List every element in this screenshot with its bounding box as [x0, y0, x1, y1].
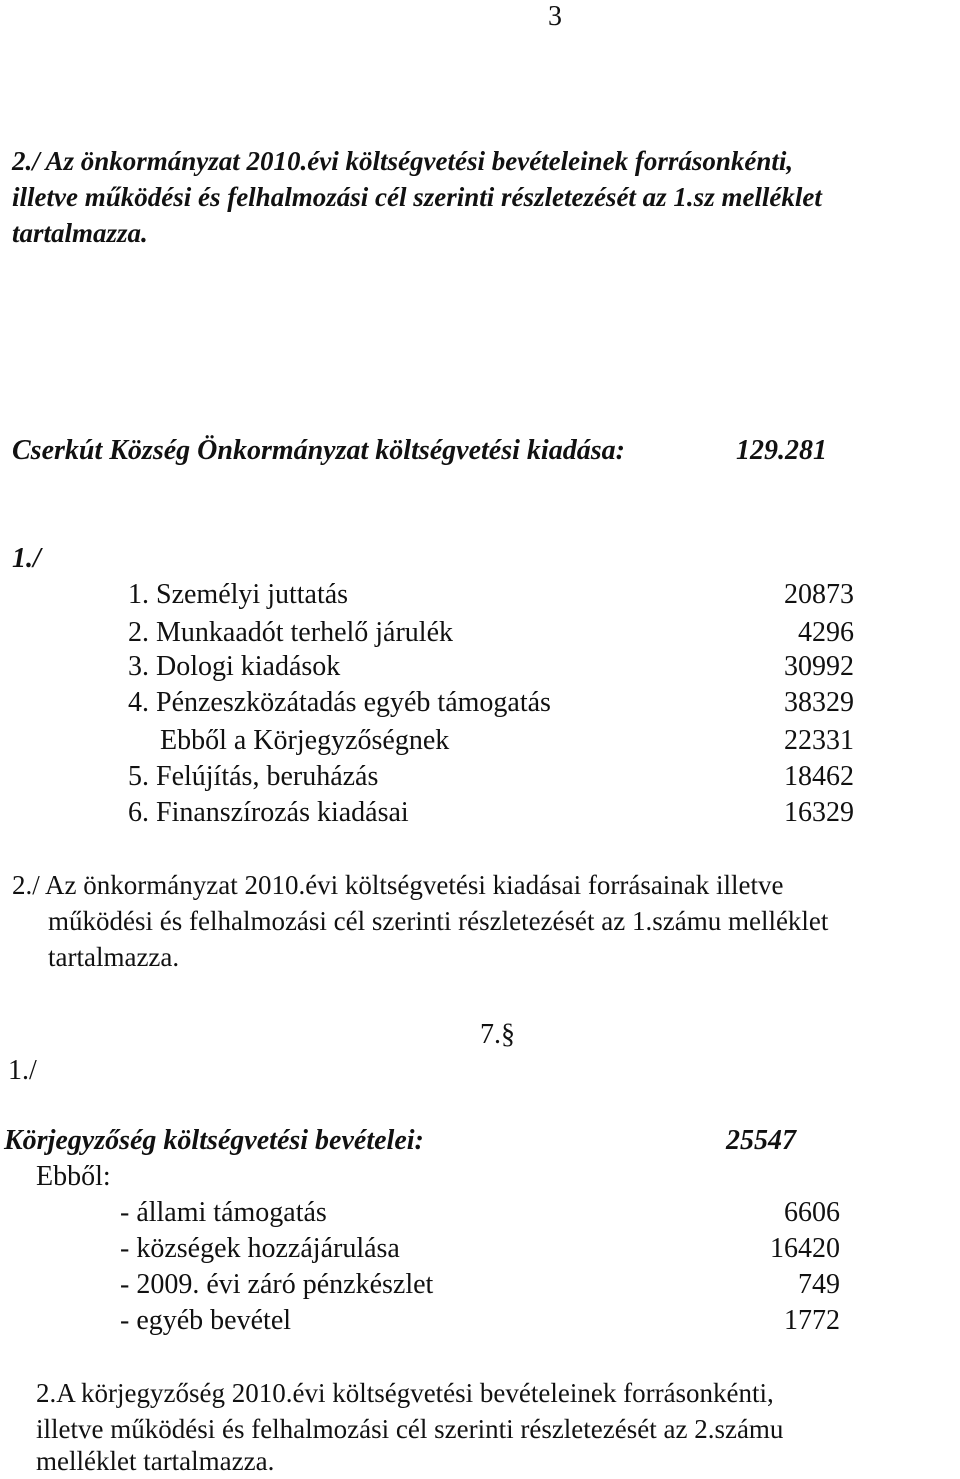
intro-line-2: illetve működési és felhalmozási cél szerinti részletezését az 1.sz melléklet: [12, 182, 822, 212]
revenue-note-line-2: illetve működési és felhalmozási cél szerinti részletezését az 2.számu: [36, 1414, 784, 1444]
revenue-title: Körjegyzőség költségvetési bevételei:: [4, 1125, 424, 1156]
page-number: 3: [548, 1, 562, 32]
expenditure-item-label: 5. Felújítás, beruházás: [128, 761, 379, 792]
expenditure-subitem-label: Ebből a Körjegyzőségnek: [160, 725, 450, 756]
revenue-item-value: 16420: [770, 1233, 840, 1264]
expenditure-item-value: 30992: [784, 651, 854, 682]
section-symbol: §: [501, 1019, 515, 1050]
revenue-item-label: - egyéb bevétel: [120, 1305, 292, 1336]
revenue-note-line-3: melléklet tartalmazza.: [36, 1446, 275, 1476]
expenditure-note-line-3: tartalmazza.: [48, 942, 180, 972]
expenditure-note-line-1: 2./ Az önkormányzat 2010.évi költségvetési kiadásai forrásainak illetve: [12, 870, 784, 900]
expenditure-item-value: 20873: [784, 579, 854, 610]
revenue-note-line-1: 2.A körjegyzőség 2010.évi költségvetési bevételeinek forrásonkénti,: [36, 1378, 774, 1408]
expenditure-item-label: 4. Pénzeszközátadás egyéb támogatás: [128, 687, 551, 718]
revenue-item-label: - 2009. évi záró pénzkészlet: [120, 1269, 434, 1300]
revenue-of-which: Ebből:: [36, 1161, 111, 1192]
revenue-total: 25547: [726, 1125, 796, 1156]
section-number: 7.: [480, 1019, 501, 1050]
expenditure-item-label: 3. Dologi kiadások: [128, 651, 341, 682]
expenditure-item-value: 18462: [784, 761, 854, 792]
expenditure-total: 129.281: [736, 435, 827, 466]
revenue-item-label: - községek hozzájárulása: [120, 1233, 400, 1264]
expenditure-section-marker: 1./: [12, 543, 41, 574]
revenue-item-label: - állami támogatás: [120, 1197, 327, 1228]
expenditure-item-value: 4296: [798, 617, 854, 648]
expenditure-item-value: 38329: [784, 687, 854, 718]
intro-line-1: 2./ Az önkormányzat 2010.évi költségvetési bevételeinek forrásonkénti,: [12, 146, 794, 176]
intro-line-3: tartalmazza.: [12, 218, 148, 248]
expenditure-note-line-2: működési és felhalmozási cél szerinti részletezését az 1.számu melléklet: [48, 906, 829, 936]
expenditure-item-value: 16329: [784, 797, 854, 828]
section-7-marker: 1./: [8, 1055, 37, 1086]
expenditure-subitem-value: 22331: [784, 725, 854, 756]
revenue-item-value: 6606: [784, 1197, 840, 1228]
expenditure-title: Cserkút Község Önkormányzat költségvetési kiadása:: [12, 435, 625, 466]
expenditure-item-label: 1. Személyi juttatás: [128, 579, 349, 610]
revenue-item-value: 749: [798, 1269, 840, 1300]
section-7-heading: [480, 1018, 515, 1052]
expenditure-item-label: 2. Munkaadót terhelő járulék: [128, 617, 454, 648]
expenditure-item-label: 6. Finanszírozás kiadásai: [128, 797, 409, 828]
revenue-item-value: 1772: [784, 1305, 840, 1336]
